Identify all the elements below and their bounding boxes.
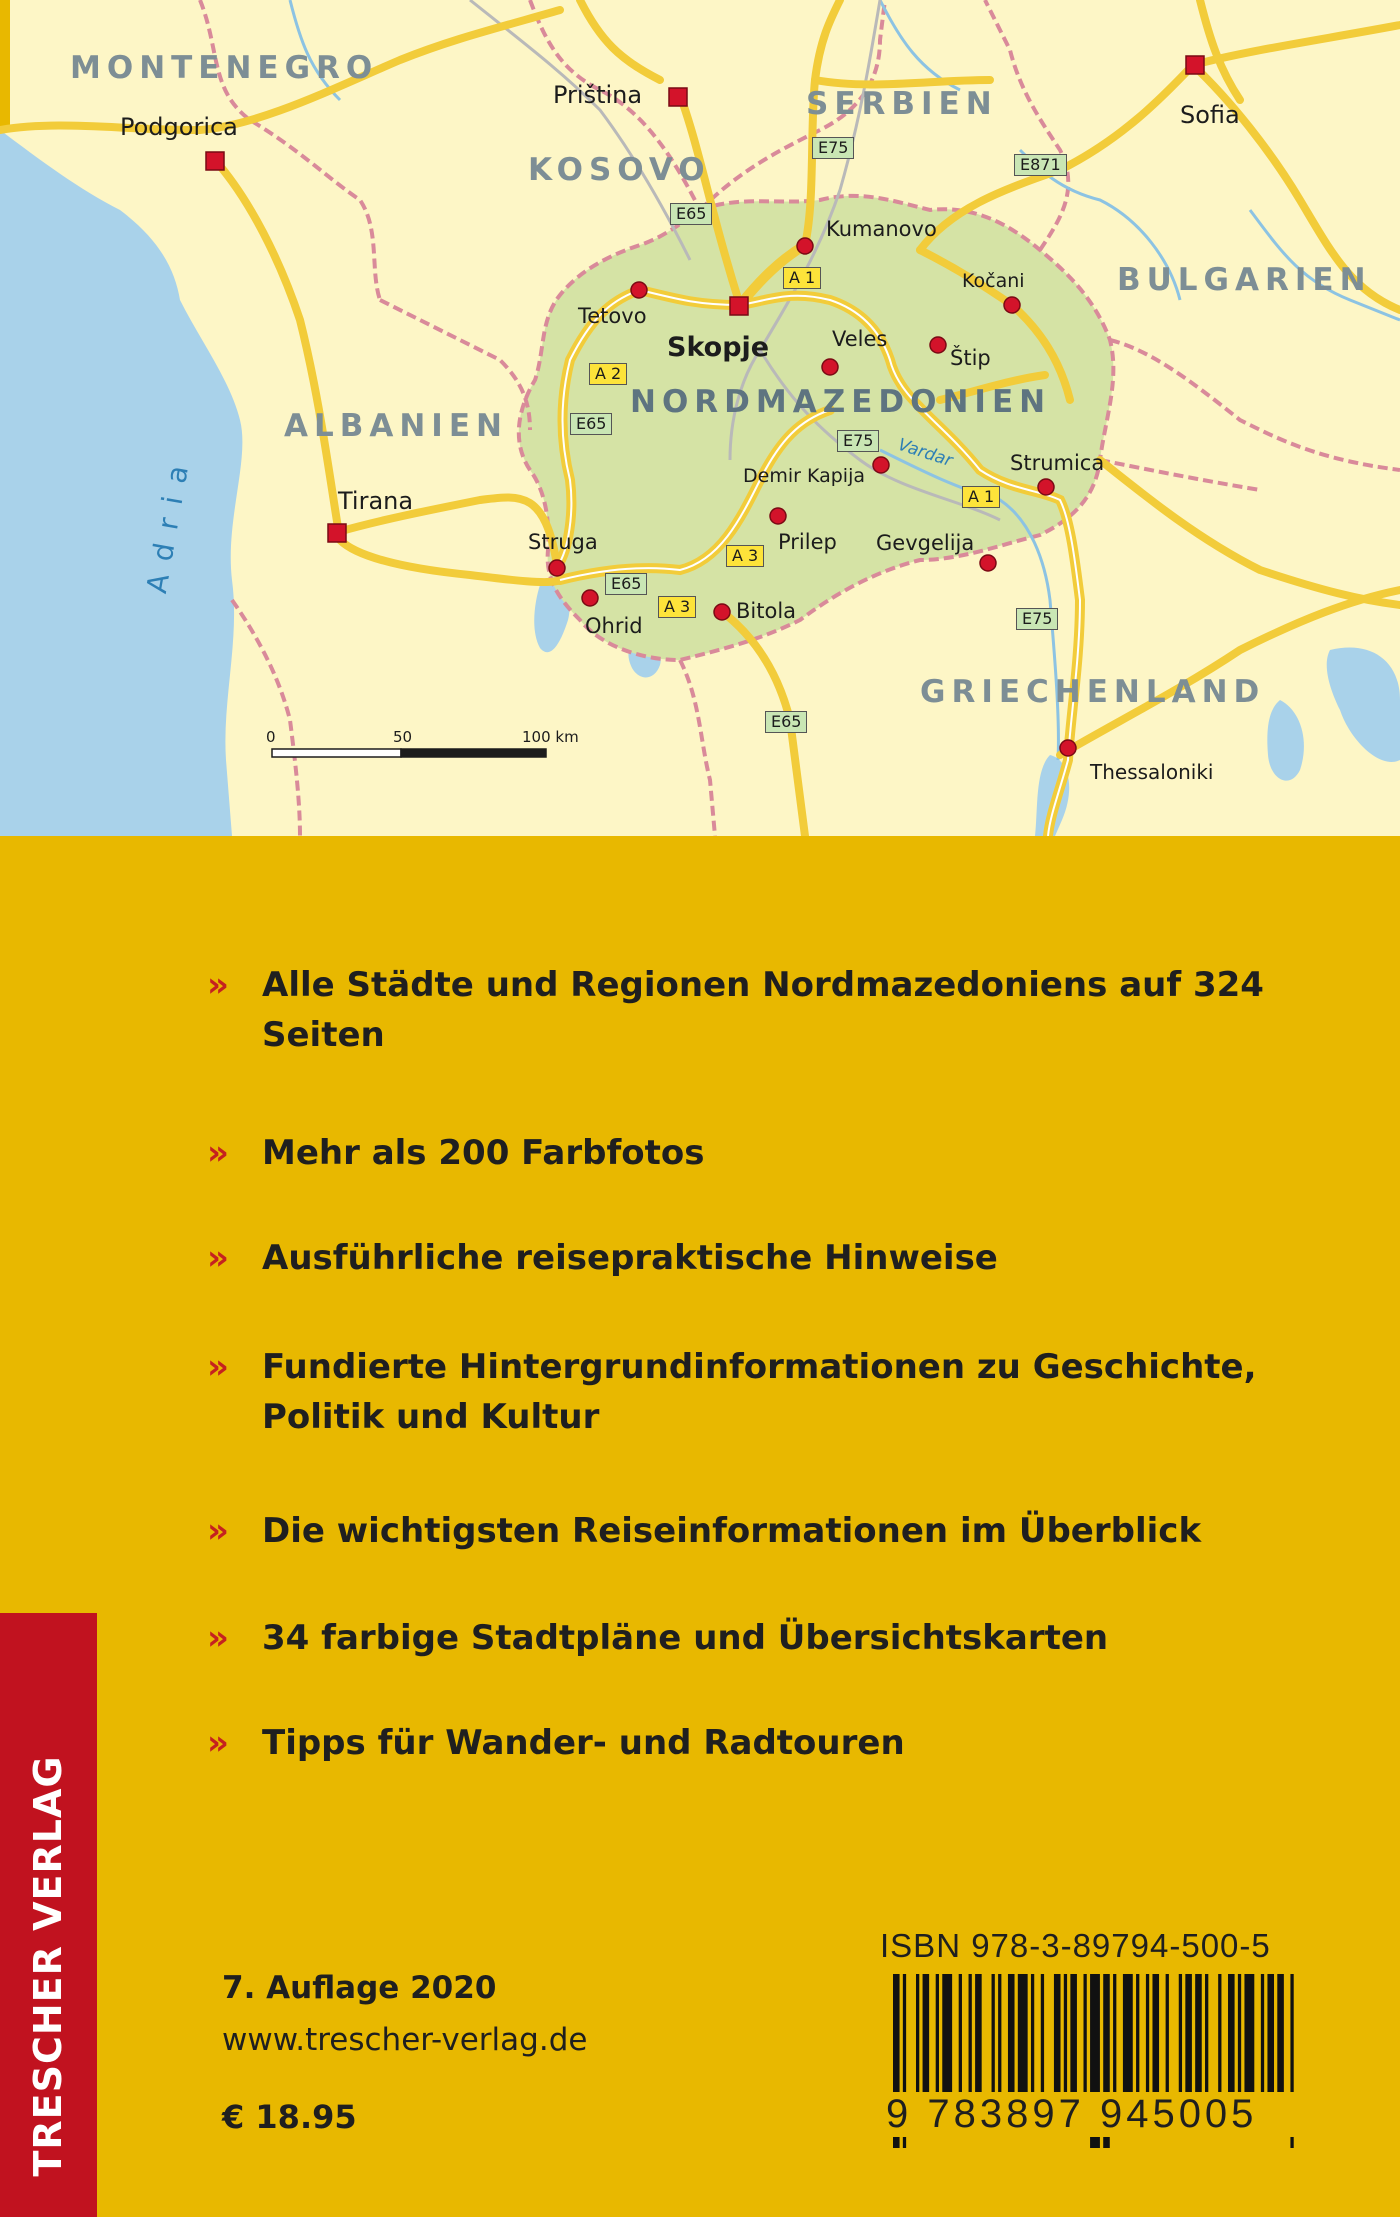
overview-map	[0, 0, 1400, 836]
road-shield-e871: E871	[1014, 154, 1067, 176]
label-podgorica: Podgorica	[120, 113, 238, 141]
road-shield-e65-ohrid: E65	[605, 573, 647, 595]
label-griechenland: GRIECHENLAND	[920, 674, 1266, 710]
price-text: € 18.95	[222, 2098, 357, 2136]
feature-text: Fundierte Hintergrundinformationen zu Geschichte, Politik und Kultur	[262, 1347, 1257, 1437]
road-shield-a1-north: A 1	[783, 267, 821, 289]
road-shield-e65-west: E65	[570, 413, 612, 435]
label-gevgelija: Gevgelija	[876, 531, 975, 555]
bullet-icon: »	[207, 1238, 229, 1278]
road-shield-e75-south: E75	[1016, 608, 1058, 630]
road-shield-e75-north: E75	[812, 137, 854, 159]
label-strumica: Strumica	[1010, 451, 1105, 475]
road-shield-e65-south: E65	[765, 711, 807, 733]
barcode-digits: 9 783897 945005	[884, 2092, 1309, 2137]
label-tetovo: Tetovo	[578, 304, 647, 328]
label-vardar: Vardar	[895, 434, 955, 472]
label-kocani: Kočani	[962, 270, 1025, 292]
label-demir-kapija: Demir Kapija	[743, 465, 865, 487]
label-nordmazedonien: NORDMAZEDONIEN	[630, 384, 1052, 420]
edition-text: 7. Auflage 2020	[222, 1970, 497, 2006]
website-link[interactable]: www.trescher-verlag.de	[222, 2022, 588, 2058]
feature-text: Alle Städte und Regionen Nordmazedoniens auf 324 Seiten	[262, 965, 1264, 1055]
scale-bar	[272, 749, 546, 757]
label-tirana: Tirana	[338, 487, 414, 515]
label-skopje: Skopje	[667, 332, 770, 363]
scale-label-50: 50	[393, 728, 413, 746]
road-shield-e65-north: E65	[670, 203, 712, 225]
label-thessaloniki: Thessaloniki	[1090, 760, 1214, 784]
feature-item	[207, 1128, 1307, 1178]
road-shield-a3-bitola: A 3	[658, 596, 696, 618]
edge-strip	[0, 0, 10, 130]
bullet-icon: »	[207, 1618, 229, 1658]
feature-text: 34 farbige Stadtpläne und Übersichtskarten	[262, 1618, 1109, 1658]
feature-text: Die wichtigsten Reiseinformationen im Überblick	[262, 1511, 1202, 1551]
label-sofia: Sofia	[1180, 101, 1240, 129]
label-adria: Adria	[140, 449, 198, 596]
feature-text: Ausführliche reisepraktische Hinweise	[262, 1238, 998, 1278]
bullet-icon: »	[207, 1133, 229, 1173]
label-ohrid: Ohrid	[585, 614, 643, 638]
label-serbien: SERBIEN	[806, 86, 998, 122]
label-veles: Veles	[832, 327, 888, 351]
feature-item	[207, 960, 1307, 1060]
label-stip: Štip	[950, 346, 991, 370]
road-shield-a1-south: A 1	[962, 486, 1000, 508]
isbn-text: ISBN 978-3-89794-500-5	[880, 1927, 1271, 1964]
bullet-icon: »	[207, 965, 229, 1005]
label-albanien: ALBANIEN	[284, 408, 508, 444]
bullet-icon: »	[207, 1723, 229, 1763]
road-shield-a2: A 2	[589, 363, 627, 385]
label-kumanovo: Kumanovo	[826, 217, 937, 241]
label-bulgarien: BULGARIEN	[1117, 262, 1372, 298]
feature-item	[207, 1342, 1307, 1442]
scale-label-100km: 100 km	[522, 728, 579, 746]
bullet-icon: »	[207, 1511, 229, 1551]
publisher-name: TRESCHER VERLAG	[26, 1755, 70, 2177]
label-pristina: Priština	[553, 81, 643, 109]
label-bitola: Bitola	[736, 599, 797, 623]
feature-item	[207, 1233, 1307, 1283]
feature-item	[207, 1506, 1307, 1556]
label-kosovo: KOSOVO	[528, 152, 711, 188]
label-montenegro: MONTENEGRO	[70, 50, 379, 86]
feature-item	[207, 1613, 1307, 1663]
bullet-icon: »	[207, 1347, 229, 1387]
feature-text: Mehr als 200 Farbfotos	[262, 1133, 705, 1173]
feature-text: Tipps für Wander- und Radtouren	[262, 1723, 905, 1763]
label-struga: Struga	[528, 530, 598, 554]
label-prilep: Prilep	[778, 530, 837, 554]
feature-item	[207, 1718, 1307, 1768]
road-shield-e75-center: E75	[837, 430, 879, 452]
road-shield-a3-prilep: A 3	[726, 545, 764, 567]
scale-label-0: 0	[266, 728, 276, 746]
